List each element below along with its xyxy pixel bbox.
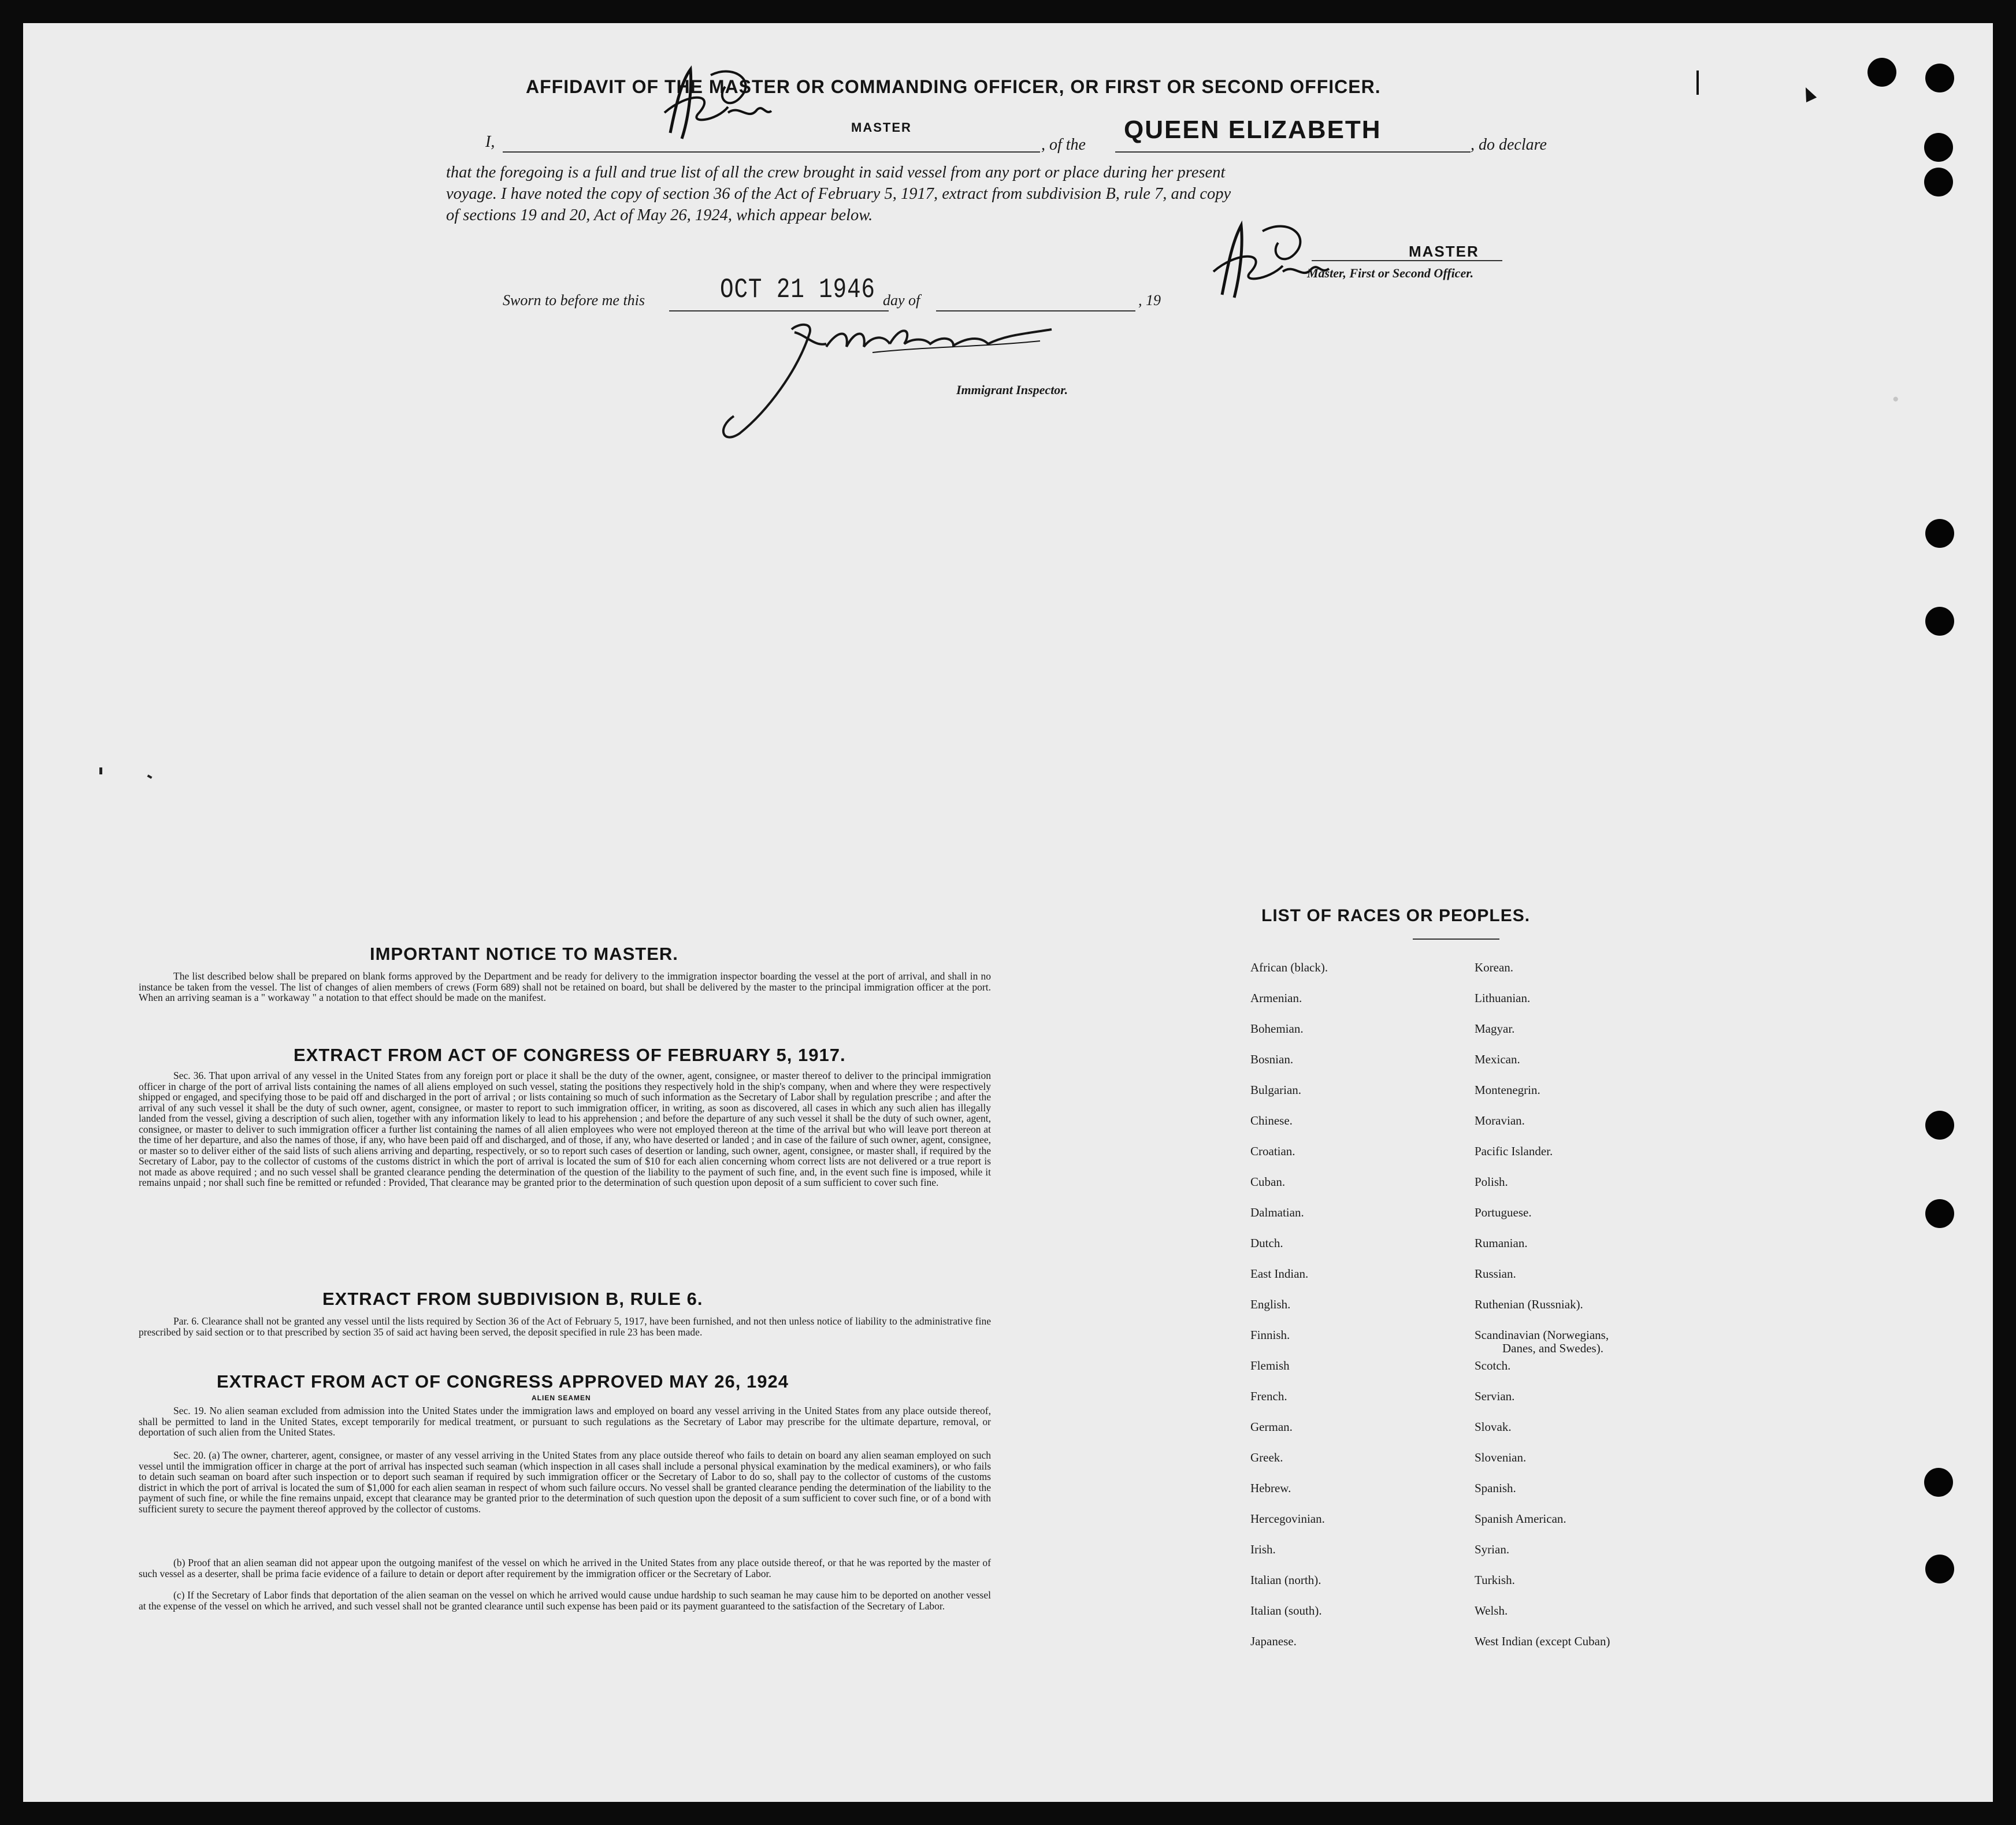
race-item: Dalmatian.	[1250, 1205, 1304, 1219]
notice-title: IMPORTANT NOTICE TO MASTER.	[370, 944, 678, 964]
race-item: Rumanian.	[1475, 1236, 1528, 1250]
year-label: , 19	[1138, 292, 1161, 309]
race-item: Scotch.	[1475, 1359, 1511, 1373]
race-item: Welsh.	[1475, 1604, 1508, 1618]
extract-1917-title: EXTRACT FROM ACT OF CONGRESS OF FEBRUARY 5, 1917.	[294, 1045, 846, 1065]
race-item: Armenian.	[1250, 991, 1302, 1005]
declaration-line-3: of sections 19 and 20, Act of May 26, 1924, which appear below.	[446, 206, 873, 224]
race-item: Cuban.	[1250, 1175, 1286, 1189]
race-item: Greek.	[1250, 1451, 1283, 1464]
punch-hole	[1925, 64, 1954, 92]
declaration-line-2: voyage. I have noted the copy of section 36 of the Act of February 5, 1917, extract from subdivision B, rule 7, and copy	[446, 185, 1231, 203]
punch-hole	[1925, 1555, 1954, 1583]
signer-caption: Master, First or Second Officer.	[1307, 266, 1474, 280]
race-item: Slovak.	[1475, 1420, 1512, 1434]
alien-seamen-subtitle: ALIEN SEAMEN	[532, 1394, 591, 1402]
punch-hole	[1924, 168, 1953, 196]
day-of-label: day of	[883, 292, 920, 309]
race-item: Bosnian.	[1250, 1052, 1294, 1066]
race-item: Chinese.	[1250, 1114, 1293, 1127]
race-item: Irish.	[1250, 1542, 1276, 1556]
race-item: Hercegovinian.	[1250, 1512, 1325, 1526]
sworn-date-line	[669, 310, 889, 311]
race-item: Polish.	[1475, 1175, 1508, 1189]
race-item: Italian (south).	[1250, 1604, 1322, 1618]
race-item: Moravian.	[1475, 1114, 1525, 1127]
punch-hole	[1925, 1199, 1954, 1228]
punch-hole	[1925, 1111, 1954, 1140]
vessel-name: QUEEN ELIZABETH	[1124, 116, 1382, 144]
race-item: Italian (north).	[1250, 1573, 1321, 1587]
extract-rule6-title: EXTRACT FROM SUBDIVISION B, RULE 6.	[322, 1289, 703, 1309]
punch-hole	[1924, 1468, 1953, 1497]
rank-stamp: MASTER	[851, 120, 912, 135]
race-item: Slovenian.	[1475, 1451, 1527, 1464]
punch-hole	[1925, 607, 1954, 636]
race-item: African (black).	[1250, 960, 1328, 974]
race-item: Bohemian.	[1250, 1022, 1304, 1036]
of-the-label: , of the	[1041, 136, 1086, 154]
master-signature	[647, 58, 797, 144]
extract-rule6-text: Par. 6. Clearance shall not be granted any vessel until the lists required by Section 36 of the Act of February 5, 1917, have been furnished, and not then unless notice of liability to the administrative fine prescribed by said section or to that prescribed by section 35 of said act having been served, the deposit specified in rule 23 has been made.	[139, 1315, 991, 1338]
declaration-line-1: that the foregoing is a full and true list of all the crew brought in said vessel from any port or place during her present	[446, 164, 1226, 181]
race-item: Portuguese.	[1475, 1205, 1532, 1219]
race-item: Spanish.	[1475, 1481, 1516, 1495]
race-item: Magyar.	[1475, 1022, 1515, 1036]
officer-name-line	[503, 151, 1040, 153]
race-item: German.	[1250, 1420, 1293, 1434]
race-item: Syrian.	[1475, 1542, 1510, 1556]
extract-1924-title: EXTRACT FROM ACT OF CONGRESS APPROVED MAY 26, 1924	[217, 1371, 789, 1392]
i-label: I,	[485, 133, 495, 151]
race-item: Lithuanian.	[1475, 991, 1531, 1005]
officer-signature	[1196, 208, 1369, 301]
race-item: Turkish.	[1475, 1573, 1515, 1587]
tick-mark	[1696, 71, 1699, 95]
document-page: ● AFFIDAVIT OF THE MASTER OR COMMANDING OFFICER, OR FIRST OR SECOND OFFICER. I, MASTER , of the QUEEN ELIZABETH , do declare that the foregoing is a full and true list of all the crew brought in said vessel from any port or place during her present voyage. I have noted the copy of section 36 of the Act of February 5, 1917, extract from subdivision B, rule 7, and copy of sections 19 and 20, Act of May 26, 1924, which appear below. MASTER Master, First or Second Officer. Sworn to before me this OCT 21 1946 day of , 19 Immigrant Inspector. IMPORTANT NOTICE TO MASTER. The list described below shall be prepared on blank forms approved by the Department and be ready for delivery to the immigration inspector boarding the vessel at the port of arrival, and shall in no instance be taken from the vessel. The list of changes of alien members of crews (Form 689) shall not be retained on board, but shall be delivered by the master to the principal immigration officer at the port. When an arriving seaman is a " workaway " a notation to that effect should be made on the manifest. EXTRACT FROM ACT OF CONGRESS OF FEBRUARY 5, 1917. Sec. 36. That upon arrival of any vessel in the United States from any foreign port or place it shall be the duty of the owner, agent, consignee, or master thereof to deliver to the principal immigration officer in charge of the port of arrival lists containing the names of all aliens employed on such vessel, stating the positions they respectively hold in the ship's company, when and where they were respectively shipped or engaged, and specifying those to be paid off and discharged in the port of arrival ; or lists containing so much of such information as the Secretary of Labor shall by regulation prescribe ; and after the arrival of any such vessel it shall be the duty of such owner, agent, consignee, or master to report to such immigration officer, in writing, as soon as discovered, all cases in which any such alien has illegally landed from the vessel, giving a description of such alien, together with any information likely to lead to his apprehension ; and before the departure of any such vessel it shall be the duty of such owner, agent, consignee, or master to deliver to such immigration officer a further list containing the names of all alien employees who were not employed thereon at the time of the arrival but who will leave port thereon at the time of her departure, and also the names of those, if any, who have been paid off and discharged, and of those, if any, who have deserted or landed ; and in case of the failure of such owner, agent, consignee, or master so to deliver either of the said lists of such aliens arriving and departing, respectively, or so to report such cases of desertion or landing, such owner, agent, consignee, or master shall, if required by the Secretary of Labor, pay to the collector of customs of the customs district in which the port of arrival is located the sum of $10 for each alien concerning whom correct lists are not delivered or a true report is not made as above required ; and no such vessel shall be granted clearance pending the determination of the question of the liability to the payment of such fine, and, in the event such fine is imposed, while it remains unpaid ; nor shall such fine be remitted or refunded : Provided, That clearance may be granted prior to the determination of such question upon deposit of a sum sufficient to cover such fine. EXTRACT FROM SUBDIVISION B, RULE 6. Par. 6. Clearance shall not be granted any vessel until the lists required by Section 36 of the Act of February 5, 1917, have been furnished, and not then unless notice of liability to the administrative fine prescribed by said section or to that prescribed by section 35 of said act having been served, the deposit specified in rule 23 has been made. EXTRACT FROM ACT OF CONGRESS APPROVED MAY 26, 1924 ALIEN SEAMEN Sec. 19. No alien seaman excluded from admission into the United States under the immigration laws and employed on board any vessel arriving in the United States from any place outside thereof, shall be permitted to land in the United States, except temporarily for medical treatment, or pursuant to such regulations as the Secretary of Labor may prescribe for the ultimate departure, removal, or deportation of such alien from the United States. Sec. 20. (a) The owner, charterer, agent, consignee, or master of any vessel arriving in the United States from any place outside thereof who fails to detain on board any alien seaman employed on such vessel until the immigration officer in charge at the port of arrival has inspected such seaman (which inspection in all cases shall include a personal physical examination by the medical examiners), or who fails to detain such seaman on board after such inspection or to deport such seaman if required by such immigration officer or the Secretary of Labor to do so, shall pay to the collector of customs of the customs district in which the port of arrival is located the sum of $1,000 for each alien seaman in respect of whom such failure occurs. No vessel shall be granted clearance pending the determination of the liability to the payment of such fine, or while the fine remains unpaid, except that clearance may be granted prior to the determination of such question upon the deposit of a sum sufficient to cover such fine, or of a bond with sufficient surety to secure the payment thereof approved by the collector of customs. (b) Proof that an alien seaman did not appear upon the outgoing manifest of the vessel on which he arrived in the United States from any place outside thereof, or that he was reported by the master of such vessel as a deserter, shall be prima facie evidence of a failure to detain or deport after requirement by the immigration officer or the Secretary of Labor. (c) If the Secretary of Labor finds that deportation of the alien seaman on the vessel on which he arrived would cause undue hardship to such seaman he may cause him to be deported on another vessel at the expense of the vessel on which he arrived, and such vessel shall not be granted clearance until such expense has been paid or its payment guaranteed to the satisfaction of the Secretary of Labor. LIST OF RACES OR PEOPLES. African (black). Armenian. Bohemian. Bosnian. Bulgarian. Chinese. Croatian. Cuban. Dalmatian. Dutch. East Indian. English. Finnish. Flemish French. German. Greek. Hebrew. Hercegovinian. Irish. Italian (north). Italian (south). Japanese. Korean. Lithuanian. Magyar. Mexican. Montenegrin. Moravian. Pacific Islander. Polish. Portuguese. Rumanian. Russian. Ruthenian (Russniak). Scandinavian (Norwegians, Danes, and Swedes). Scotch. Servian. Slovak. Slovenian. Spanish. Spanish American. Syrian. Turkish. Welsh. West Indian (except Cuban)	[23, 23, 1993, 1802]
race-item: Ruthenian (Russniak).	[1475, 1297, 1583, 1311]
punch-hole	[1868, 58, 1896, 87]
race-item: Dutch.	[1250, 1236, 1283, 1250]
race-item: Finnish.	[1250, 1328, 1290, 1342]
vessel-name-line	[1115, 151, 1471, 153]
race-item: Pacific Islander.	[1475, 1144, 1553, 1158]
sec-20c-text: (c) If the Secretary of Labor finds that deportation of the alien seaman on the vessel on which he arrived would cause undue hardship to such seaman he may cause him to be deported on another vessel at the expense of the vessel on which he arrived, and such vessel shall not be granted clearance until such expense has been paid or its payment guaranteed to the satisfaction of the Secretary of Labor.	[139, 1589, 991, 1612]
race-item: Montenegrin.	[1475, 1083, 1540, 1097]
sec-20b-text: (b) Proof that an alien seaman did not appear upon the outgoing manifest of the vessel on which he arrived in the United States from any place outside thereof, or that he was reported by the master of such vessel as a deserter, shall be prima facie evidence of a failure to detain or deport after requirement by the immigration officer or the Secretary of Labor.	[139, 1557, 991, 1579]
sworn-label: Sworn to before me this	[503, 292, 645, 309]
race-item: Croatian.	[1250, 1144, 1295, 1158]
race-item: English.	[1250, 1297, 1291, 1311]
races-title: LIST OF RACES OR PEOPLES.	[1261, 906, 1531, 925]
extract-1917-text: Sec. 36. That upon arrival of any vessel in the United States from any foreign port or place it shall be the duty of the owner, agent, consignee, or master thereof to deliver to the principal immigration officer in charge of the port of arrival lists containing the names of all aliens employed on such vessel, stating the positions they respectively hold in the ship's company, when and where they were respectively shipped or engaged, and specifying those to be paid off and discharged in the port of arrival ; or lists containing so much of such information as the Secretary of Labor shall by regulation prescribe ; and after the arrival of any such vessel it shall be the duty of such owner, agent, consignee, or master to report to such immigration officer, in writing, as soon as discovered, all cases in which any such alien has illegally landed from the vessel, giving a description of such alien, together with any information likely to lead to his apprehension ; and before the departure of any such vessel it shall be the duty of such owner, agent, consignee, or master to deliver to such immigration officer a further list containing the names of all alien employees who were not employed thereon at the time of the arrival but who will leave port thereon at the time of her departure, and also the names of those, if any, who have been paid off and discharged, and of those, if any, who have deserted or landed ; and in case of the failure of such owner, agent, consignee, or master so to deliver either of the said lists of such aliens arriving and departing, respectively, or so to report such cases of desertion or landing, such owner, agent, consignee, or master shall, if required by the Secretary of Labor, pay to the collector of customs of the customs district in which the port of arrival is located the sum of $10 for each alien concerning whom correct lists are not delivered or a true report is not made as above required ; and no such vessel shall be granted clearance pending the determination of the question of the liability to the payment of such fine, and, in the event such fine is imposed, while it remains unpaid ; nor shall such fine be remitted or refunded : Provided, That clearance may be granted prior to the determination of such question upon deposit of a sum sufficient to cover such fine.	[139, 1070, 991, 1188]
punch-hole	[1925, 519, 1954, 548]
race-item: Scandinavian (Norwegians,	[1475, 1328, 1609, 1342]
signer-line	[1312, 260, 1502, 261]
stray-mark	[99, 767, 102, 774]
race-item: Russian.	[1475, 1267, 1516, 1281]
race-item: Korean.	[1475, 960, 1514, 974]
race-item: Mexican.	[1475, 1052, 1520, 1066]
race-item: Japanese.	[1250, 1634, 1297, 1648]
month-line	[936, 310, 1135, 311]
inspector-caption: Immigrant Inspector.	[956, 383, 1068, 397]
race-item: East Indian.	[1250, 1267, 1309, 1281]
race-item: Hebrew.	[1250, 1481, 1291, 1495]
sec-20a-text: Sec. 20. (a) The owner, charterer, agent, consignee, or master of any vessel arriving in the United States from any place outside thereof who fails to detain on board any alien seaman employed on such vessel until the immigration officer in charge at the port of arrival has inspected such seaman (which inspection in all cases shall include a personal physical examination by the medical examiners), or who fails to detain such seaman on board after such inspection or to deport such seaman if required by such immigration officer or the Secretary of Labor to do so, shall pay to the collector of customs of the customs district in which the port of arrival is located the sum of $1,000 for each alien seaman in respect of whom such failure occurs. No vessel shall be granted clearance pending the determination of the liability to the payment of such fine, or while the fine remains unpaid, except that clearance may be granted prior to the determination of such question upon the deposit of a sum sufficient to cover such fine, or of a bond with sufficient surety to secure the payment thereof approved by the collector of customs.	[139, 1449, 991, 1515]
races-title-underline	[1413, 939, 1499, 940]
race-item: Flemish	[1250, 1359, 1290, 1373]
race-item: French.	[1250, 1389, 1287, 1403]
race-item: Bulgarian.	[1250, 1083, 1302, 1097]
affidavit-title: AFFIDAVIT OF THE MASTER OR COMMANDING OFFICER, OR FIRST OR SECOND OFFICER.	[526, 76, 1381, 97]
race-item-continuation: Danes, and Swedes).	[1502, 1341, 1603, 1355]
race-item: West Indian (except Cuban)	[1475, 1634, 1610, 1648]
signer-stamp: MASTER	[1409, 243, 1479, 260]
inspector-signature	[682, 312, 1086, 451]
sworn-date-stamp: OCT 21 1946	[720, 275, 875, 306]
triangle-mark	[1800, 85, 1817, 102]
punch-hole	[1924, 133, 1953, 162]
stray-mark	[147, 774, 153, 778]
do-declare-label: , do declare	[1471, 136, 1547, 154]
sec-19-text: Sec. 19. No alien seaman excluded from admission into the United States under the immigration laws and employed on board any vessel arriving in the United States from any place outside thereof, shall be permitted to land in the United States, except temporarily for medical treatment, or pursuant to such regulations as the Secretary of Labor may prescribe for the ultimate departure, removal, or deportation of such alien from the United States.	[139, 1405, 991, 1438]
race-item: Servian.	[1475, 1389, 1515, 1403]
notice-text: The list described below shall be prepared on blank forms approved by the Department and be ready for delivery to the immigration inspector boarding the vessel at the port of arrival, and shall in no instance be taken from the vessel. The list of changes of alien members of crews (Form 689) shall not be retained on board, but shall be delivered by the master to the principal immigration officer at the port. When an arriving seaman is a " workaway " a notation to that effect should be made on the manifest.	[139, 970, 991, 1003]
race-item: Spanish American.	[1475, 1512, 1566, 1526]
